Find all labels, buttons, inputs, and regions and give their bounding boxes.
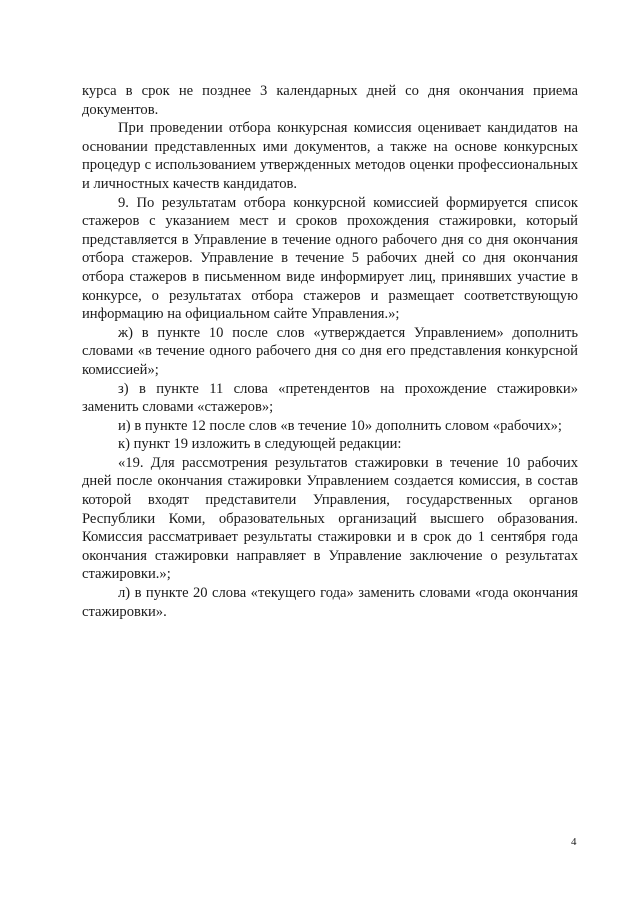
paragraph-9: л) в пункте 20 слова «текущего года» заменить словами «года окончания стажировки». (82, 585, 578, 620)
paragraph-2: При проведении отбора конкурсная комиссия оценивает кандидатов на основании представленных ими документов, а также на основе конкурсных процедур с использованием утвержденных методов оценки профессиональных и личностных качеств кандидатов. (82, 120, 578, 192)
paragraph-8: «19. Для рассмотрения результатов стажировки в течение 10 рабочих дней после окончания стажировки Управлением создается комиссия, в состав которой входят представители Управления, государственных органов Республики Коми, образовательных организаций высшего образования. Комиссия рассматривает результаты стажировки и в срок до 1 сентября года окончания стажировки направляет в Управление заключение о результатах стажировки.»; (82, 454, 578, 583)
paragraph-1: курса в срок не позднее 3 календарных дней со дня окончания приема документов. (82, 83, 578, 118)
paragraph-3: 9. По результатам отбора конкурсной комиссией формируется список стажеров с указанием мест и сроков прохождения стажировки, который представляется в Управление в течение одного рабочего дня со дня окончания отбора стажеров. Управление в течение 5 рабочих дней со дня окончания отбора стажеров в письменном виде информирует лиц, принявших участие в конкурсе, о результатах отбора стажеров и размещает соответствующую информацию на официальном сайте Управления.»; (82, 194, 578, 323)
paragraph-7: к) пункт 19 изложить в следующей редакции: (118, 436, 402, 453)
page-number: 4 (571, 836, 577, 848)
paragraph-5: з) в пункте 11 слова «претендентов на прохождение стажировки» заменить словами «стажеров»; (82, 380, 578, 416)
document-body (82, 82, 578, 621)
paragraph-4: ж) в пункте 10 после слов «утверждается Управлением» дополнить словами «в течение одного рабочего дня со дня его представления конкурсной комиссией»; (82, 324, 578, 378)
paragraph-6: и) в пункте 12 после слов «в течение 10» дополнить словом «рабочих»; (118, 417, 562, 434)
